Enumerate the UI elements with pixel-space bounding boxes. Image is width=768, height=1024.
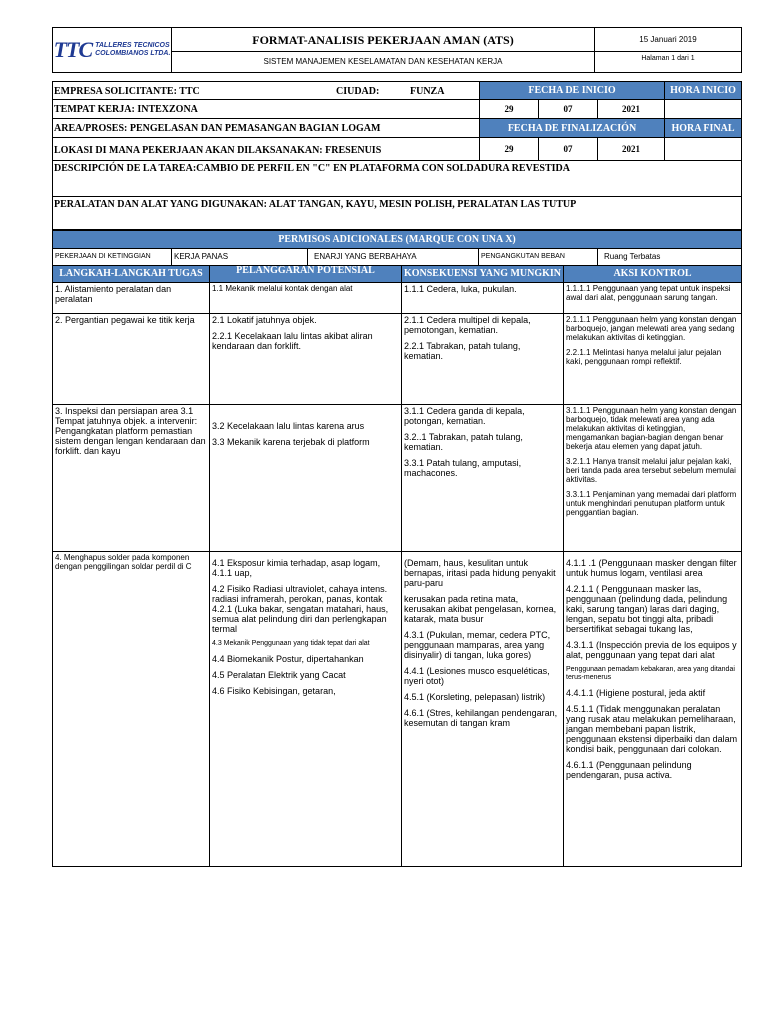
hora-inicio-value[interactable] (664, 99, 742, 119)
hazard-item: 4.4 Biomekanik Postur, dipertahankan (212, 654, 364, 664)
control-item: 4.1.1 .1 (Penggunaan masker dengan filter untuk humus logam, ventilasi area (566, 558, 737, 578)
control-item: 3.2.1.1 Hanya transit melalui jalur pejalan kaki, beri tanda pada area tersebut sebelum memulai aktivitas. (566, 457, 736, 484)
end-year: 2021 (597, 137, 665, 161)
table-row-1-control: 1.1.1.1 Penggunaan yang tepat untuk inspeksi awal dari alat, penggunaan sarung tangan. (563, 282, 742, 314)
hazard-item: 4.6 Fisiko Kebisingan, getaran, (212, 686, 336, 696)
empresa-field: EMPRESA SOLICITANTE: TTC (54, 86, 200, 97)
row-divider (52, 137, 480, 138)
column-header-konsekuensi: KONSEKUENSI YANG MUNGKIN (401, 265, 564, 283)
logo-line-2: COLOMBIANOS LTDA. (95, 50, 171, 57)
consequence-item: 2.2.1 Tabrakan, patah tulang, kematian. (404, 341, 521, 361)
logo-line-1: TALLERES TECNICOS (95, 42, 170, 49)
permiso-ruang-terbatas[interactable]: Ruang Terbatas (597, 248, 742, 266)
column-header-aksi: AKSI KONTROL (563, 265, 742, 283)
table-row-4-step: 4. Menghapus solder pada komponen dengan penggilingan soldar perdil di C (52, 551, 210, 867)
row-divider (52, 196, 742, 197)
hora-final-label: HORA FINAL (664, 118, 742, 138)
consequence-item: 2.1.1 Cedera multipel di kepala, pemotongan, kematian. (404, 315, 531, 335)
table-row-4-controls (563, 551, 742, 867)
hazard-item: 4.5 Peralatan Elektrik yang Cacat (212, 670, 346, 680)
control-item: 2.2.1.1 Melintasi hanya melalui jalur pejalan kaki, penggunaan rompi reflektif. (566, 348, 722, 366)
permiso-enarji[interactable]: ENARJI YANG BERBAHAYA (307, 248, 479, 266)
consequence-item: 3.1.1 Cedera ganda di kepala, potongan, kematian. (404, 406, 525, 426)
fecha-fin-label: FECHA DE FINALIZACIÓN (479, 118, 665, 138)
consequence-item: kerusakan pada retina mata, kerusakan akibat pengelasan, kornea, katarak, mata busur (404, 594, 557, 624)
peralatan-field: PERALATAN DAN ALAT YANG DIGUNAKAN: ALAT TANGAN, KAYU, MESIN POLISH, PERALATAN LAS TUTUP (54, 199, 577, 210)
column-header-langkah: LANGKAH-LANGKAH TUGAS (52, 265, 210, 283)
permiso-pengangkutan[interactable]: PENGANGKUTAN BEBAN (478, 248, 598, 266)
table-row-3-hazards (209, 404, 402, 552)
control-item: Penggunaan pemadam kebakaran, area yang ditandai terus-menerus (566, 666, 735, 681)
table-row-4-consequences (401, 551, 564, 867)
fecha-inicio-label: FECHA DE INICIO (479, 81, 665, 100)
document-title: FORMAT-ANALISIS PEKERJAAN AMAN (ATS) (171, 27, 595, 52)
control-item: 4.4.1.1 (Higiene postural, jeda aktif (566, 688, 706, 698)
hazard-item: 4.1 Eksposur kimia terhadap, asap logam, 4.1.1 uap, (212, 558, 381, 578)
consequence-item: 3.2..1 Tabrakan, patah tulang, kematian. (404, 432, 523, 452)
consequence-item: 3.3.1 Patah tulang, amputasi, machacones. (404, 458, 522, 478)
hazard-item: 4.2 Fisiko Radiasi ultraviolet, cahaya intens. radiasi inframerah, perokan, panas, kontak 4.2.1 (Luka bakar, sengatan matahari, haus, semua alat pelindung diri dan perlengkapan termal (212, 584, 389, 634)
control-item: 4.2.1.1 ( Penggunaan masker las, penggunaan (pelindung dada, pelindung kaki, sarung tangan) laras dari daging, lengan, sepatu bot tinggi alta, pribadi bersertifikat sebagai tukang las, (566, 584, 728, 634)
control-item: 4.3.1.1 (Inspección previa de los equipos y alat, penggunaan yang tepat dari alat (566, 640, 737, 660)
lokasi-field: LOKASI DI MANA PEKERJAAN AKAN DILAKSANAKAN: FRESENUIS (54, 145, 382, 156)
table-row-1-consequence: 1.1.1 Cedera, luka, pukulan. (401, 282, 564, 314)
consequence-item: 4.3.1 (Pukulan, memar, cedera PTC, penggunaan mamparas, area yang disinyalir) di tangan, luka gores) (404, 630, 551, 660)
table-row-1-step: 1. Alistamiento peralatan dan peralatan (52, 282, 210, 314)
consequence-item: (Demam, haus, kesulitan untuk bernapas, iritasi pada hidung penyakit paru-paru (404, 558, 556, 588)
end-day: 29 (479, 137, 539, 161)
page-number: Halaman 1 dari 1 (594, 51, 742, 73)
table-row-2-hazards (209, 313, 402, 405)
table-row-3-step: 3. Inspeksi dan persiapan area 3.1 Tempat jatuhnya objek. a intervenir: Pengangkatan platform pemastian sistem dengan lengan kendaraan dan forklift. dan kayu (52, 404, 210, 552)
hazard-item: 2.1 Lokatif jatuhnya objek. (212, 315, 317, 325)
row-divider (52, 99, 480, 100)
area-field: AREA/PROSES: PENGELASAN DAN PEMASANGAN BAGIAN LOGAM (54, 123, 381, 134)
document-subtitle: SISTEM MANAJEMEN KESELAMATAN DAN KESEHATAN KERJA (171, 51, 595, 73)
hazard-item: 2.2.1 Kecelakaan lalu lintas akibat aliran kendaraan dan forklift. (212, 331, 373, 351)
consequence-item: 4.6.1 (Stres, kehilangan pendengaran, kesemutan di tangan kram (404, 708, 558, 728)
permiso-ketinggian[interactable]: PEKERJAAN DI KETINGGIAN (52, 248, 172, 266)
table-row-2-controls (563, 313, 742, 405)
table-row-1-hazard: 1.1 Mekanik melalui kontak dengan alat (209, 282, 402, 314)
hazard-item: 4.3 Mekanik Penggunaan yang tidak tepat dari alat (212, 640, 370, 647)
control-item: 3.1.1.1 Penggunaan helm yang konstan dengan barboquejo, tidak melewati area yang ada melakukan aktivitas di ketinggian, mengamankan bagian-bagian dengan benar bekerja atau elemen yang dapat jatuh. (566, 406, 737, 451)
descripcion-field: DESCRIPCIÓN DE LA TAREA:CAMBIO DE PERFIL EN "C" EN PLATAFORMA CON SOLDADURA REVESTIDA (54, 163, 570, 174)
logo-mark: TTC (53, 37, 93, 62)
control-item: 4.5.1.1 (Tidak menggunakan peralatan yang rusak atau melakukan pemeliharaan, jangan membebani papan listrik, penggunaan ekstensi diperbaiki dan dalam kondisi baik, penggunaan dari colokan. (566, 704, 738, 754)
start-day: 29 (479, 99, 539, 119)
table-row-2-consequences (401, 313, 564, 405)
start-year: 2021 (597, 99, 665, 119)
hora-inicio-label: HORA INICIO (664, 81, 742, 100)
document-date: 15 Januari 2019 (594, 27, 742, 52)
control-item: 2.1.1.1 Penggunaan helm yang konstan dengan barboquejo, jangan melewati area yang sedang melakukan aktivitas di ketinggian. (566, 315, 737, 342)
company-logo (52, 27, 172, 73)
start-month: 07 (538, 99, 598, 119)
hora-final-value[interactable] (664, 137, 742, 161)
consequence-item: 4.5.1 (Korsleting, pelepasan) listrik) (404, 692, 546, 702)
table-row-2-step: 2. Pergantian pegawai ke titik kerja (52, 313, 210, 405)
row-divider (52, 160, 742, 161)
control-item: 4.6.1.1 (Penggunaan pelindung pendengaran, pusa activa. (566, 760, 692, 780)
row-divider (52, 118, 480, 119)
ciudad-label: CIUDAD: (336, 86, 380, 97)
control-item: 3.3.1.1 Penjaminan yang memadai dari platform untuk menghindari penutupan platform untuk penggantian bagian. (566, 490, 737, 517)
table-row-3-consequences (401, 404, 564, 552)
table-row-3-controls (563, 404, 742, 552)
end-month: 07 (538, 137, 598, 161)
consequence-item: 4.4.1 (Lesiones musco esqueléticas, nyeri otot) (404, 666, 550, 686)
table-row-4-hazards (209, 551, 402, 867)
permiso-kerja-panas[interactable]: KERJA PANAS (171, 248, 308, 266)
permisos-title: PERMISOS ADICIONALES (MARQUE CON UNA X) (52, 230, 742, 249)
hazard-item: 3.3 Mekanik karena terjebak di platform (212, 437, 370, 447)
ciudad-value: FUNZA (410, 86, 445, 97)
tempat-field: TEMPAT KERJA: INTEXZONA (54, 104, 198, 115)
column-header-pelanggaran: PELANGGARAN POTENSIAL (209, 265, 402, 283)
hazard-item: 3.2 Kecelakaan lalu lintas karena arus (212, 421, 365, 431)
